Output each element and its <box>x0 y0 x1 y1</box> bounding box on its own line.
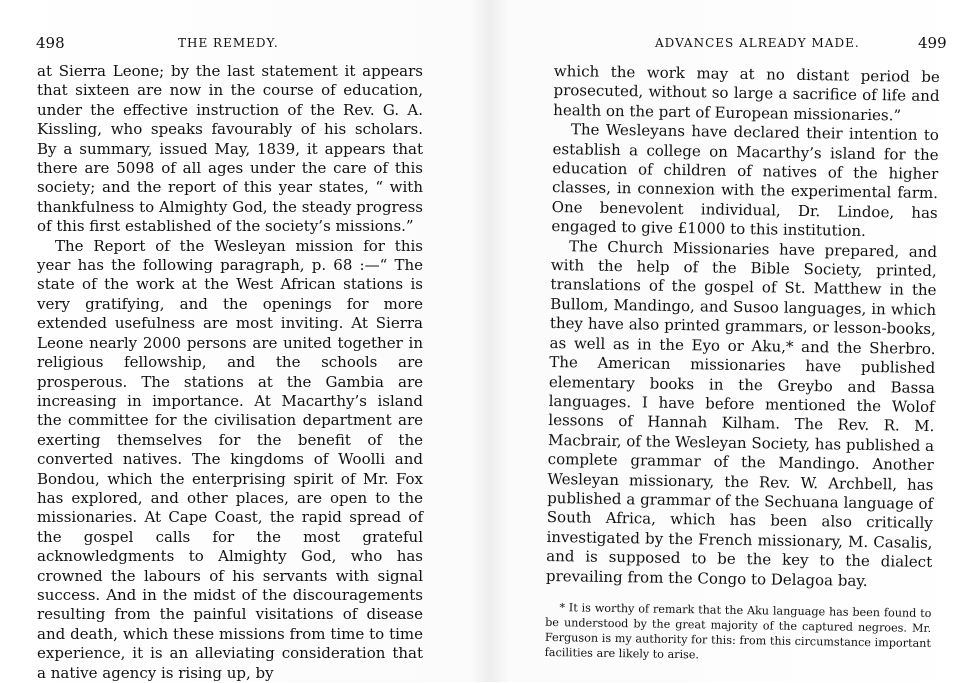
body-text <box>544 62 940 677</box>
right-page <box>490 0 980 682</box>
body-text <box>37 62 423 683</box>
paragraph: The Report of the Wesleyan mission for this year has the following paragraph, p. 68 :—“ The state of the work at the West African stations is very gratifying, and the openings for more extended usefulness are most inviting. At Sierra Leone nearly 2000 persons are united together in religious fellowship, and the schools are prosperous. The stations at the Gambia are increasing in importance. At Macarthy’s island the committee for the civilisation department are exerting themselves for the benefit of the converted natives. The kingdoms of Woolli and Bondou, which the enterprising spirit of Mr. Fox has explored, and other places, are open to the missionaries. At Cape Coast, the rapid spread of the gospel calls for the most grateful acknowledgments to Almighty God, who has crowned the labours of his servants with signal success. And in the midst of the discouragements resulting from the painful visitations of disease and death, which these missions from time to time experience, it is an alleviating consideration that a native agency is rising up, by <box>37 236 423 682</box>
paragraph: at Sierra Leone; by the last statement it appears that sixteen are now in the course of education, under the effective instruction of the Rev. G. A. Kissling, who speaks favourably of his scholars. By a summary, issued May, 1839, it appears that there are 5098 of all ages under the care of this society; and the report of this year states, “ with thankfulness to Almighty God, the steady progress of this first established of the society’s missions.” <box>37 62 423 236</box>
running-head: THE REMEDY. <box>178 36 279 50</box>
page-number: 499 <box>918 34 947 52</box>
paragraph: The Church Missionaries have prepared, and with the help of the Bible Society, printed, translations of the gospel of St. Matthew in the Bullom, Mandingo, and Susoo languages, in which they have also printed grammars, or lesson-books, as well as in the Eyo or Aku,* and the Sherbro. The American missionaries have published elementary books in the Greybo and Bassa languages. I have before mentioned the Wolof lessons of Hannah Kilham. The Rev. R. M. Macbrair, of the Wesleyan Society, has published a complete grammar of the Mandingo. Another Wesleyan missionary, the Rev. W. Archbell, has published a grammar of the Sechuana language of South Africa, which has been also critically investigated by the French missionary, M. Casalis, and is supposed to be the key to the dialect prevailing from the Congo to Delagoa bay. <box>545 236 938 590</box>
footnote: * It is worthy of remark that the Aku language has been found to be understood by the great majority of the captured negroes. Mr. Ferguson is my authority for this: from this circumstance important facilities are likely to arise. <box>544 601 932 662</box>
left-page <box>0 0 490 682</box>
page-number: 498 <box>36 34 65 52</box>
running-head: ADVANCES ALREADY MADE. <box>655 36 860 50</box>
paragraph: which the work may at no distant period be prosecuted, without so large a sacrifice of life and health on the part of European missionaries.” <box>553 62 940 125</box>
paragraph: The Wesleyans have declared their intention to establish a college on Macarthy’s island for the education of children of natives of the higher classes, in connexion with the experimental farm. One benevolent individual, Dr. Lindoe, has engaged to give £1000 to this institution. <box>551 120 940 241</box>
